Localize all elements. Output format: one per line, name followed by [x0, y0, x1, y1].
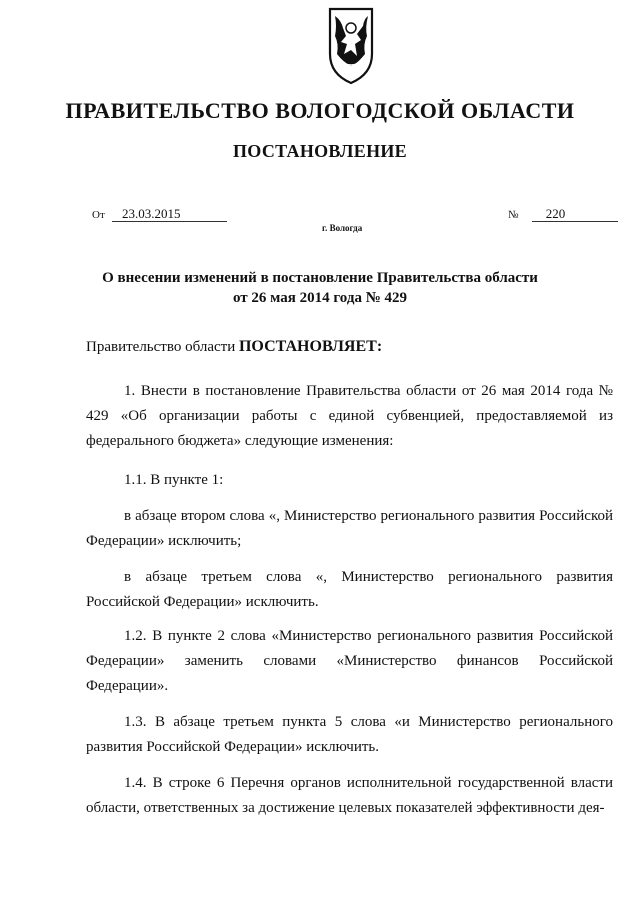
- document-date: [92, 206, 227, 222]
- paragraph-1: 1. Внести в постановление Правительства области от 26 мая 2014 года № 429 «Об организации работы с единой субвенцией, предоставляемой из федерального бюджета» следующие изменения:: [86, 383, 613, 449]
- document-type: ПОСТАНОВЛЕНИЕ: [233, 141, 407, 161]
- paragraph-1-1-a: в абзаце втором слова «, Министерство регионального развития Российской Федерации» исключить;: [86, 508, 613, 549]
- government-title: ПРАВИТЕЛЬСТВО ВОЛОГОДСКОЙ ОБЛАСТИ: [65, 98, 575, 123]
- paragraph-1-2: 1.2. В пункте 2 слова «Министерство регионального развития Российской Федерации» заменить словами «Министерство финансов Российской Федерации».: [86, 628, 613, 694]
- paragraph-1-1: 1.1. В пункте 1:: [124, 472, 224, 488]
- paragraph-1-4: 1.4. В строке 6 Перечня органов исполнительной государственной власти области, ответственных за достижение целевых показателей эффективности дея-: [86, 775, 613, 816]
- number-value: 220: [532, 207, 618, 222]
- preamble-text: Правительство области: [86, 339, 239, 355]
- paragraph-1-3: 1.3. В абзаце третьем пункта 5 слова «и Министерство регионального развития Российской Федерации» исключить.: [86, 714, 613, 755]
- preamble: [86, 338, 382, 356]
- city-label: г. Вологда: [322, 223, 363, 233]
- paragraph-1-1-b: в абзаце третьем слова «, Министерство регионального развития Российской Федерации» исключить.: [86, 569, 613, 610]
- document-subject: [0, 268, 640, 308]
- date-label: От: [92, 209, 105, 221]
- subject-line-2: от 26 мая 2014 года № 429: [232, 290, 408, 306]
- preamble-emphasis: ПОСТАНОВЛЯЕТ:: [238, 338, 383, 355]
- coat-of-arms-icon: [327, 6, 375, 86]
- number-label: №: [508, 209, 519, 221]
- date-value: 23.03.2015: [112, 207, 227, 222]
- subject-line-1: О внесении изменений в постановление Правительства области: [102, 270, 538, 286]
- document-number: [508, 206, 618, 222]
